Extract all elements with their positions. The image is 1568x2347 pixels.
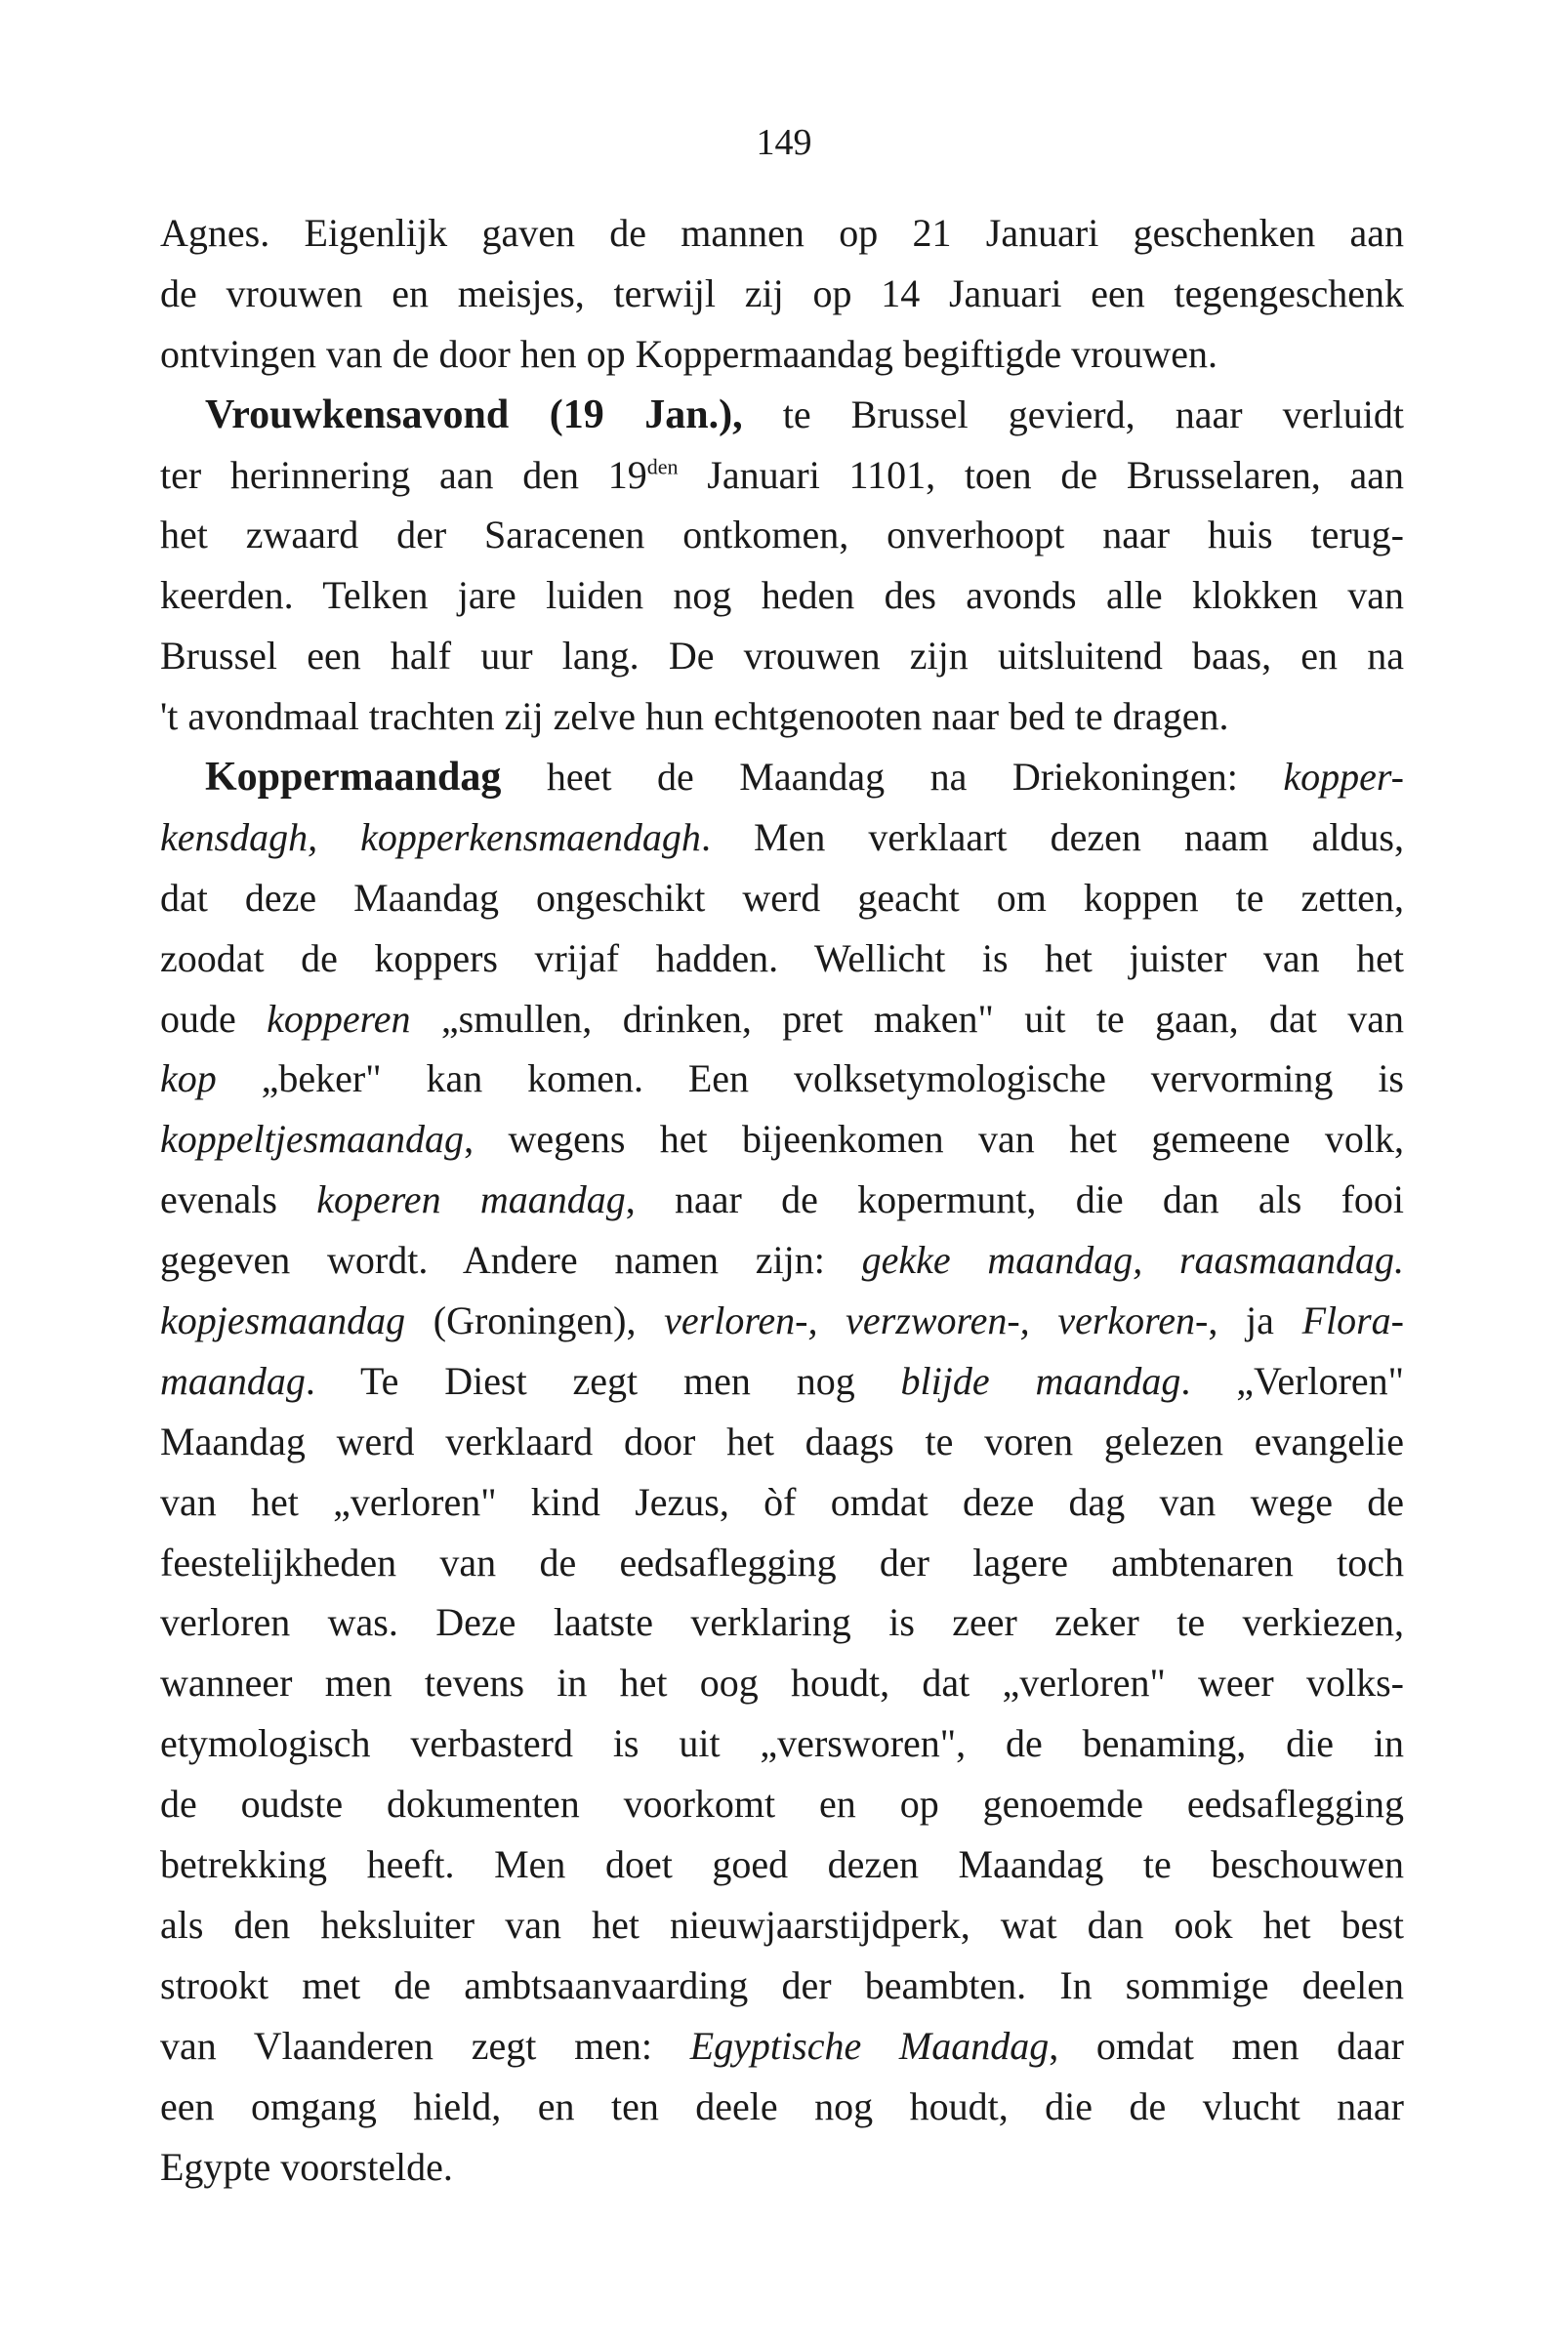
text-line <box>160 1592 1404 1653</box>
text-segment: Brussel een half uur lang. De vrouwen zijn uitsluitend baas, en na <box>160 634 1404 679</box>
text-line <box>160 565 1404 626</box>
text-line <box>160 2077 1404 2137</box>
text-segment: Agnes. Eigenlijk gaven de mannen op 21 Januari geschenken aan <box>160 211 1404 255</box>
italic-term: maandag <box>160 1358 306 1403</box>
text-segment: dat deze Maandag ongeschikt werd geacht om koppen te zetten, <box>160 875 1404 920</box>
text-line <box>160 1351 1404 1412</box>
italic-term: gekke maandag, raasmaandag. <box>861 1238 1405 1283</box>
text-segment: . Men verklaart dezen naam aldus, <box>700 814 1405 859</box>
text-line <box>160 1713 1404 1774</box>
text-segment: de vrouwen en meisjes, terwijl zij op 14 Januari een tegengeschenk <box>160 270 1404 315</box>
text-line <box>160 1895 1404 1956</box>
text-line <box>160 445 1404 506</box>
text-segment: feestelijkheden van de eedsaflegging der lagere ambtenaren toch <box>160 1540 1404 1585</box>
italic-term: kopper- <box>1283 755 1404 800</box>
text-line <box>160 264 1404 324</box>
text-segment: strookt met de ambtsaanvaarding der beambten. In sommige deelen <box>160 1962 1404 2007</box>
text-line <box>160 203 1404 264</box>
text-line <box>160 1533 1404 1593</box>
text-segment: te Brussel gevierd, naar verluidt <box>742 391 1404 436</box>
body-text <box>160 203 1404 2197</box>
italic-term: Egyptische Maandag <box>689 2023 1050 2068</box>
text-segment: . „Verloren" <box>1180 1358 1405 1403</box>
text-line <box>160 686 1404 747</box>
text-line <box>160 324 1404 385</box>
text-segment: ter herinnering aan den 19 <box>160 452 647 497</box>
section-heading: Koppermaandag <box>205 755 502 801</box>
text-segment: „beker" kan komen. Een volksetymologische vervorming is <box>216 1056 1404 1101</box>
text-line <box>160 1412 1404 1472</box>
text-segment: het zwaard der Saracenen ontkomen, onverhoopt naar huis terug- <box>160 513 1404 557</box>
text-segment: oude <box>160 996 268 1041</box>
italic-term: kensdagh, kopperkensmaendagh <box>160 814 701 859</box>
text-line <box>160 928 1404 989</box>
text-segment: Egypte voorstelde. <box>160 2144 453 2189</box>
text-segment: „smullen, drinken, pret maken" uit te gaan, dat van <box>410 996 1404 1041</box>
text-line <box>160 1472 1404 1533</box>
text-line <box>160 1834 1404 1895</box>
italic-term: kop <box>160 1056 217 1101</box>
text-segment: van Vlaanderen zegt men: <box>160 2023 690 2068</box>
text-line <box>160 1774 1404 1834</box>
text-line <box>160 1109 1404 1170</box>
text-segment: betrekking heeft. Men doet goed dezen Maandag te beschouwen <box>160 1842 1404 1887</box>
italic-term: Flora- <box>1301 1298 1404 1343</box>
text-segment: 't avondmaal trachten zij zelve hun echtgenooten naar bed te dragen. <box>160 694 1229 739</box>
page-number: 149 <box>756 122 812 163</box>
text-segment: een omgang hield, en ten deele nog houdt, die de vlucht naar <box>160 2083 1404 2128</box>
text-line <box>160 1291 1404 1351</box>
text-segment: , naar de kopermunt, die dan als fooi <box>625 1177 1405 1222</box>
text-segment: zoodat de koppers vrijaf hadden. Wellicht is het juister van het <box>160 935 1404 980</box>
italic-term: koperen maandag <box>316 1177 626 1222</box>
italic-term: blijde maandag <box>900 1358 1181 1403</box>
text-line <box>160 505 1404 565</box>
text-line <box>160 385 1404 445</box>
italic-term: verloren-, verzworen-, verkoren- <box>664 1298 1209 1343</box>
text-line <box>160 807 1404 868</box>
text-segment: gegeven wordt. Andere namen zijn: <box>160 1238 862 1283</box>
text-segment: van het „verloren" kind Jezus, òf omdat deze dag van wege de <box>160 1479 1404 1524</box>
text-segment: den <box>646 454 679 479</box>
text-segment: heet de Maandag na Driekoningen: <box>501 755 1284 800</box>
text-line <box>160 1653 1404 1713</box>
text-line <box>160 989 1404 1050</box>
text-segment: evenals <box>160 1177 317 1222</box>
italic-term: kopjesmaandag <box>160 1298 406 1343</box>
text-line <box>160 1049 1404 1109</box>
text-line <box>160 1956 1404 2016</box>
text-segment: Januari 1101, toen de Brusselaren, aan <box>678 452 1404 497</box>
text-segment: Maandag werd verklaard door het daags te voren gelezen evangelie <box>160 1419 1404 1463</box>
text-line <box>160 747 1404 807</box>
italic-term: kopperen <box>267 996 411 1041</box>
text-segment: de oudste dokumenten voorkomt en op genoemde eedsaflegging <box>160 1782 1404 1827</box>
text-segment: keerden. Telken jare luiden nog heden des avonds alle klokken van <box>160 573 1404 618</box>
text-segment: verloren was. Deze laatste verklaring is zeer zeker te verkiezen, <box>160 1600 1404 1645</box>
text-line <box>160 2016 1404 2077</box>
text-segment: ontvingen van de door hen op Koppermaandag begiftigde vrouwen. <box>160 331 1218 376</box>
text-segment: wanneer men tevens in het oog houdt, dat „verloren" weer volks- <box>160 1661 1404 1706</box>
text-line <box>160 868 1404 928</box>
text-segment: als den heksluiter van het nieuwjaarstijdperk, wat dan ook het best <box>160 1902 1404 1947</box>
text-segment: , omdat men daar <box>1049 2023 1404 2068</box>
italic-term: koppeltjesmaandag <box>160 1117 465 1162</box>
text-line <box>160 2137 1404 2198</box>
text-segment: (Groningen), <box>405 1298 665 1343</box>
text-segment: etymologisch verbasterd is uit „versworen", de benaming, die in <box>160 1721 1404 1766</box>
text-segment: , ja <box>1208 1298 1302 1343</box>
text-segment: , wegens het bijeenkomen van het gemeene volk, <box>464 1117 1404 1162</box>
text-line <box>160 1170 1404 1230</box>
text-line <box>160 1230 1404 1291</box>
section-heading: Vrouwkensavond (19 Jan.), <box>205 391 743 437</box>
text-line <box>160 626 1404 686</box>
text-segment: . Te Diest zegt men nog <box>305 1358 901 1403</box>
